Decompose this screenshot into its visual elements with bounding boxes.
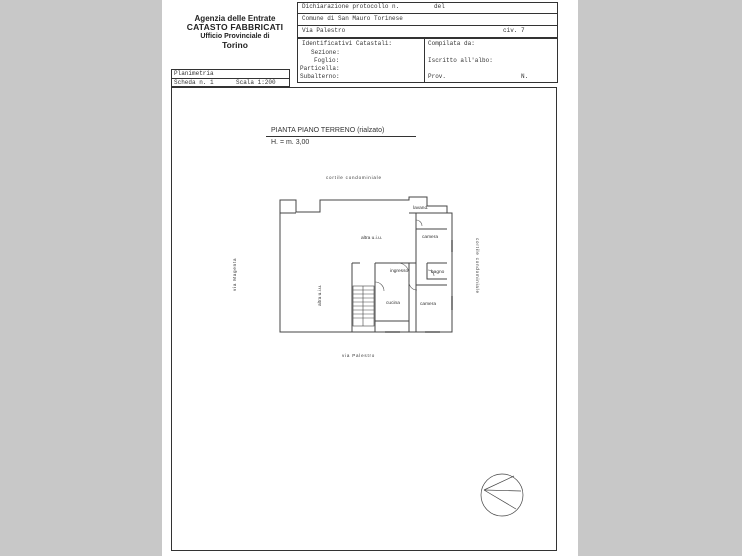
sezione-label: Sezione: [311, 49, 340, 56]
register-label: Iscritto all'albo: [428, 57, 493, 64]
office-label: Ufficio Provinciale di [200, 32, 270, 40]
room-lavanderia: lavand. [413, 206, 429, 211]
room-ingresso: ingresso [390, 269, 409, 274]
date-label: del [434, 3, 445, 10]
plan-title: PIANTA PIANO TERRENO (rialzato) [271, 127, 385, 134]
comune-label: Comune di San Mauro Torinese [302, 15, 403, 22]
planimetria-label: Planimetria [174, 70, 214, 77]
courtyard-right-label: cortile condominiale [475, 238, 480, 294]
protocol-label: Dichiarazione protocollo n. [302, 3, 400, 10]
street-left-label: via Magenta [232, 257, 237, 291]
number-label: N. [521, 73, 529, 80]
scale-label: Scala 1:200 [236, 79, 276, 86]
subalterno-label: Subalterno: [300, 73, 340, 80]
office-city: Torino [222, 40, 248, 50]
altra-uiu-label: altra u.i.u. [361, 236, 383, 241]
altra-uiu-left-label: altra u.i.u. [318, 284, 323, 306]
particella-label: Particella: [300, 65, 340, 72]
courtyard-top-label: cortile condominiale [326, 175, 382, 180]
catasto-title: CATASTO FABBRICATI [186, 22, 284, 33]
room-camera-2: camera [420, 302, 436, 307]
address-label: Via Palestro [302, 27, 346, 34]
north-arrow-icon [481, 474, 523, 516]
civic-number: civ. 7 [503, 27, 525, 34]
room-bagno: bagno [431, 270, 445, 275]
foglio-label: Foglio: [314, 57, 340, 64]
street-bottom-label: via Palestro [342, 353, 376, 358]
agency-name: Agenzia delle Entrate [194, 14, 276, 23]
room-cucina: cucina [386, 301, 400, 306]
plan-height: H. = m. 3,00 [271, 139, 310, 146]
scheda-label: Scheda n. 1 [174, 79, 214, 86]
room-camera-1: camera [422, 235, 438, 240]
province-label: Prov. [428, 73, 447, 80]
building-outline [280, 197, 452, 332]
compiler-label: Compilata da: [428, 40, 475, 47]
identifiers-title: Identificativi Catastali: [302, 40, 393, 47]
